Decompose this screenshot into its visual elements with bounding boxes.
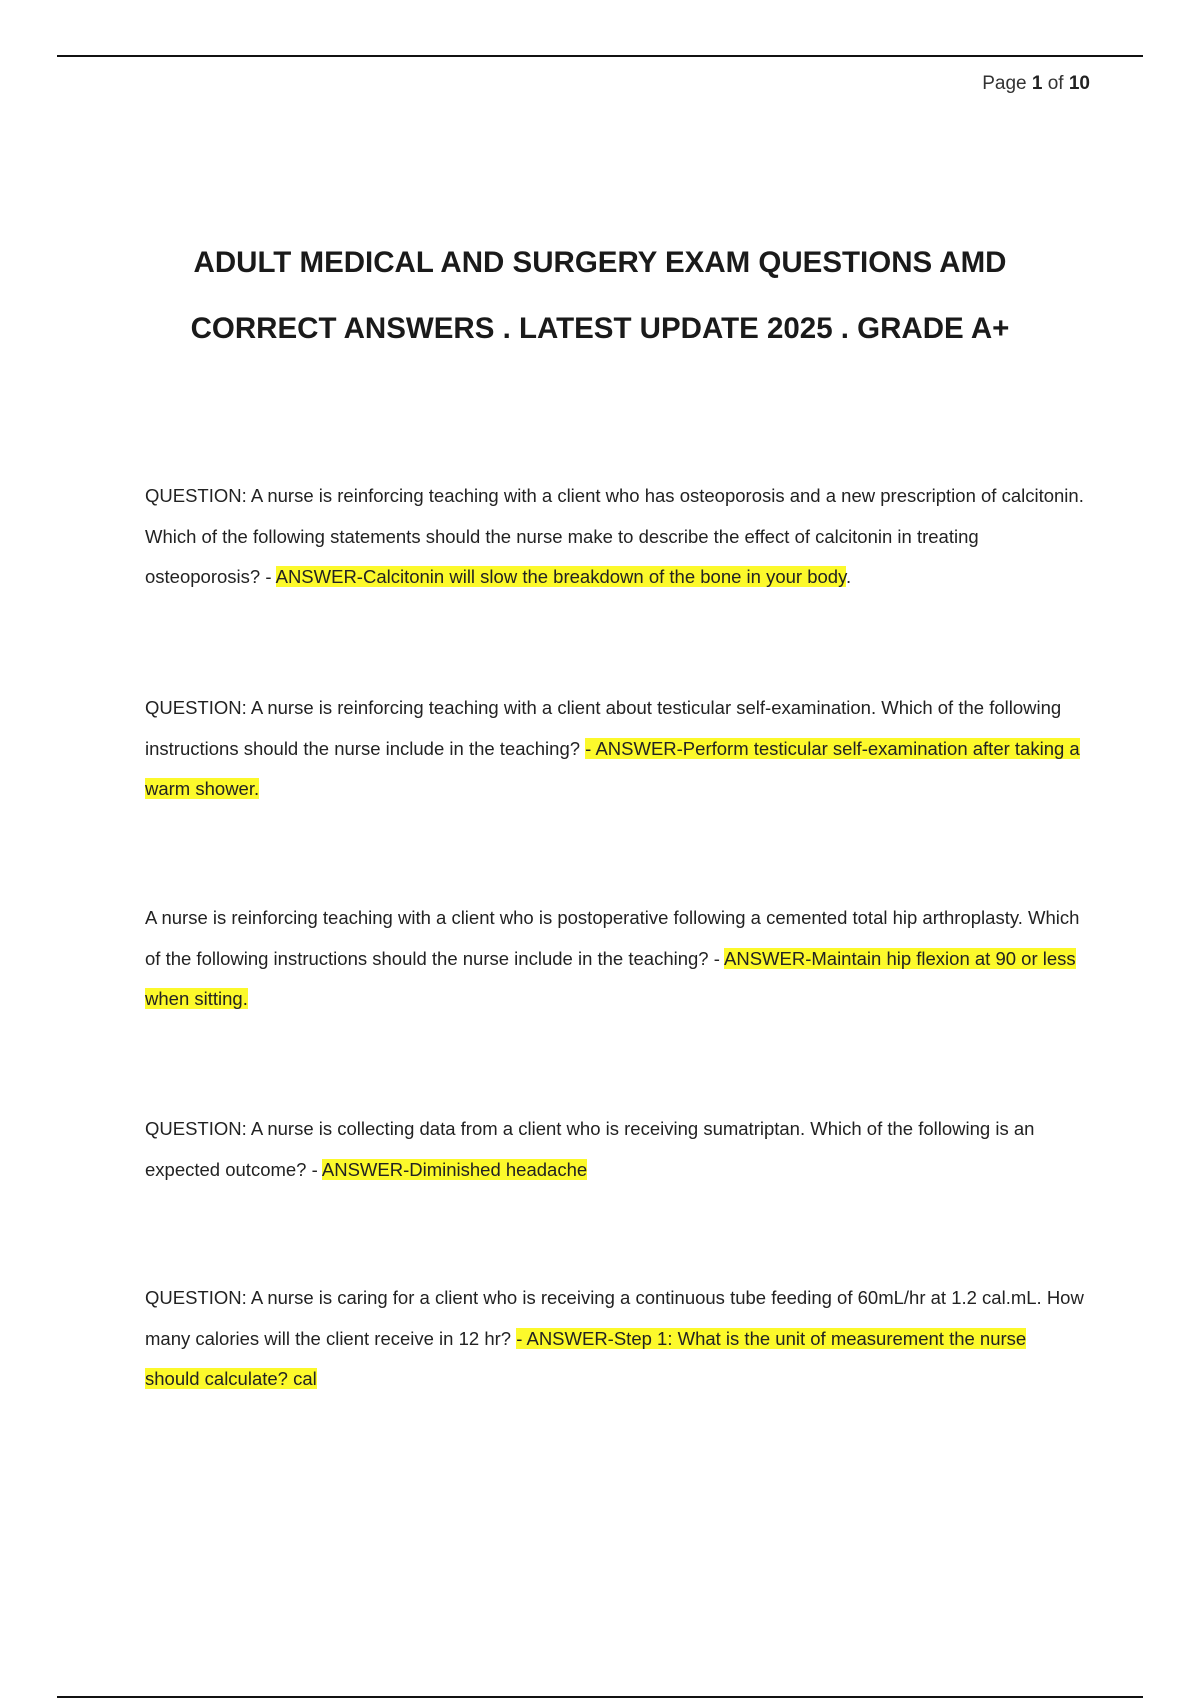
title-line-2: CORRECT ANSWERS . LATEST UPDATE 2025 . GRADE A+: [190, 312, 1010, 345]
qa-item: [145, 898, 1085, 1020]
bottom-rule: [57, 1696, 1143, 1698]
answer-highlight: - ANSWER-Perform testicular self-examination after taking a warm shower.: [145, 737, 1080, 799]
top-rule: [57, 55, 1143, 57]
answer-highlight: ANSWER-Maintain hip flexion at 90 or less when sitting.: [145, 947, 1076, 1009]
qa-item: [145, 476, 1085, 598]
page-number: Page 1 of 10: [982, 73, 1090, 94]
question-text: A nurse is reinforcing teaching with a client who is postoperative following a cemented total hip arthroplasty. Which of the following instructions should the nurse include in the teaching? -: [145, 907, 1080, 969]
title-line-1: ADULT MEDICAL AND SURGERY EXAM QUESTIONS AMD: [193, 246, 1007, 279]
answer-highlight: ANSWER-Diminished headache: [321, 1158, 588, 1180]
question-text: QUESTION: A nurse is collecting data from a client who is receiving sumatriptan. Which of the following is an expected outcome? -: [145, 1118, 1035, 1180]
answer-trailing: .: [845, 566, 852, 587]
document-title: [100, 230, 1100, 362]
question-text: QUESTION: A nurse is reinforcing teaching with a client about testicular self-examination. Which of the following instructions should the nurse include in the teaching?: [145, 697, 1062, 759]
answer-highlight: - ANSWER-Step 1: What is the unit of measurement the nurse should calculate? cal: [145, 1327, 1027, 1389]
answer-highlight: ANSWER-Calcitonin will slow the breakdown of the bone in your body: [275, 566, 846, 587]
question-text: QUESTION: A nurse is caring for a client who is receiving a continuous tube feeding of 60mL/hr at 1.2 cal.mL. How many calories will the client receive in 12 hr?: [145, 1287, 1084, 1349]
qa-item: [145, 688, 1085, 810]
qa-item: [145, 1278, 1085, 1400]
question-text: QUESTION: A nurse is reinforcing teaching with a client who has osteoporosis and a new prescription of calcitonin. Which of the following statements should the nurse make to describe the effect of calcitonin in treating osteoporosis? -: [145, 485, 1084, 587]
qa-item: [145, 1109, 1085, 1190]
